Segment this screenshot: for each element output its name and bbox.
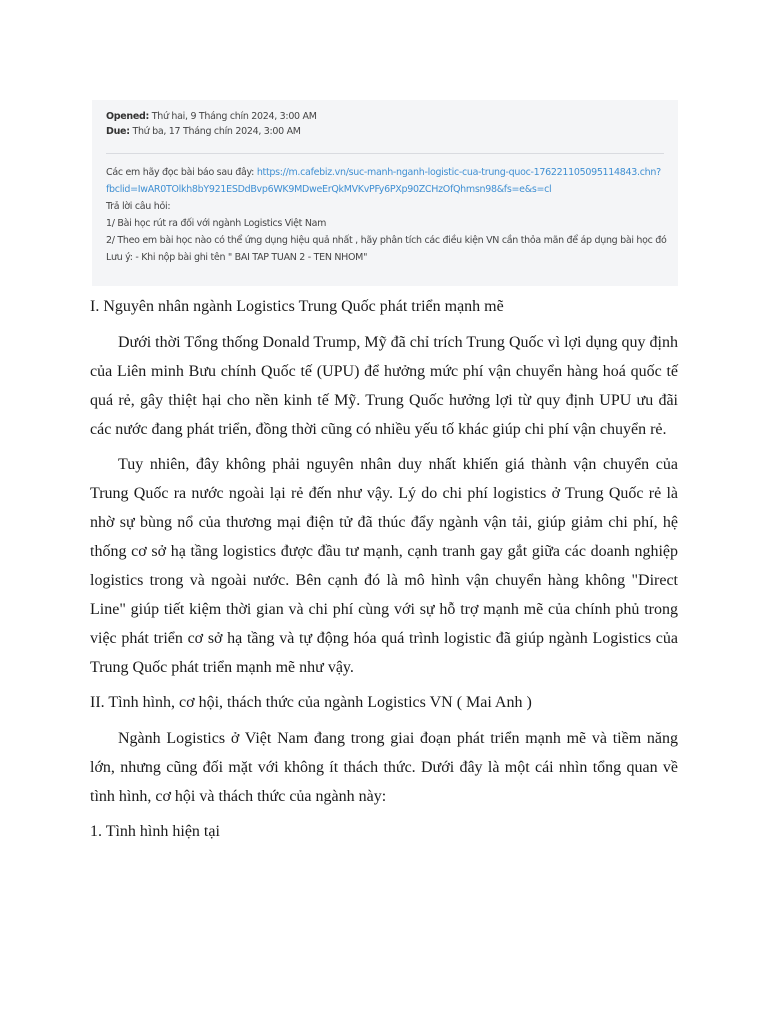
panel-divider <box>106 153 664 154</box>
read-instruction <box>106 164 664 181</box>
paragraph-2: Tuy nhiên, đây không phải nguyên nhân duy nhất khiến giá thành vận chuyển của Trung Quốc ra nước ngoài lại rẻ đến như vậy. Lý do chi phí logistics ở Trung Quốc rẻ là nhờ sự bùng nổ của thương mại điện tử đã thúc đẩy ngành vận tải, giúp giảm chi phí, hệ thống cơ sở hạ tầng logistics được đầu tư mạnh, cạnh tranh gay gắt giữa các doanh nghiệp logistics trong và ngoài nước. Bên cạnh đó là mô hình vận chuyển hàng không "Direct Line" giúp tiết kiệm thời gian và chi phí cùng với sự hỗ trợ mạnh mẽ của chính phủ trong việc phát triển cơ sở hạ tầng và tự động hóa quá trình logistic đã giúp ngành Logistics của Trung Quốc phát triển mạnh mẽ như vậy. <box>90 456 678 676</box>
assignment-info-panel <box>92 100 678 286</box>
answer-prompt: Trả lời câu hỏi: <box>106 201 171 212</box>
due-label: Due: <box>106 126 130 137</box>
question-1: 1/ Bài học rút ra đối với ngành Logistics Việt Nam <box>106 218 327 229</box>
subsection-heading-1: 1. Tình hình hiện tại <box>90 823 220 840</box>
article-link-tail[interactable]: fbclid=IwAR0TOlkh8bY921ESDdBvp6WK9MDweErQkMVKvPFy6PXp90ZCHzOfQhmsn98&fs=e&s=cl <box>106 184 552 195</box>
submission-note: Lưu ý: - Khi nộp bài ghi tên " BAI TAP TUAN 2 - TEN NHOM" <box>106 252 368 263</box>
opened-value: Thứ hai, 9 Tháng chín 2024, 3:00 AM <box>151 111 317 122</box>
opened-label: Opened: <box>106 111 150 122</box>
opened-date <box>106 109 664 124</box>
due-date <box>106 124 664 139</box>
paragraph-1: Dưới thời Tổng thống Donald Trump, Mỹ đã chỉ trích Trung Quốc vì lợi dụng quy định của Liên minh Bưu chính Quốc tế (UPU) để hưởng mức phí vận chuyển hàng hoá quốc tế quá rẻ, gây thiệt hại cho nền kinh tế Mỹ. Trung Quốc hưởng lợi từ quy định UPU ưu đãi các nước đang phát triển, đồng thời cũng có nhiều yếu tố khác giúp chi phí vận chuyển rẻ. <box>90 334 678 438</box>
read-prompt: Các em hãy đọc bài báo sau đây: <box>106 167 255 178</box>
question-2: 2/ Theo em bài học nào có thể ứng dụng hiệu quả nhất , hãy phân tích các điều kiện VN cần thỏa mãn để áp dụng bài học đó <box>106 235 667 246</box>
paragraph-3: Ngành Logistics ở Việt Nam đang trong giai đoạn phát triển mạnh mẽ và tiềm năng lớn, nhưng cũng đối mặt với không ít thách thức. Dưới đây là một cái nhìn tổng quan về tình hình, cơ hội và thách thức của ngành này: <box>90 730 678 805</box>
article-link[interactable]: https://m.cafebiz.vn/suc-manh-nganh-logistic-cua-trung-quoc-176221105095114843.chn? <box>256 167 661 178</box>
section-heading-1: I. Nguyên nhân ngành Logistics Trung Quốc phát triển mạnh mẽ <box>90 298 504 315</box>
due-value: Thứ ba, 17 Tháng chín 2024, 3:00 AM <box>132 126 301 137</box>
article-link-continued <box>106 181 664 198</box>
document-body <box>90 292 678 847</box>
section-heading-2: II. Tình hình, cơ hội, thách thức của ngành Logistics VN ( Mai Anh ) <box>90 694 532 711</box>
